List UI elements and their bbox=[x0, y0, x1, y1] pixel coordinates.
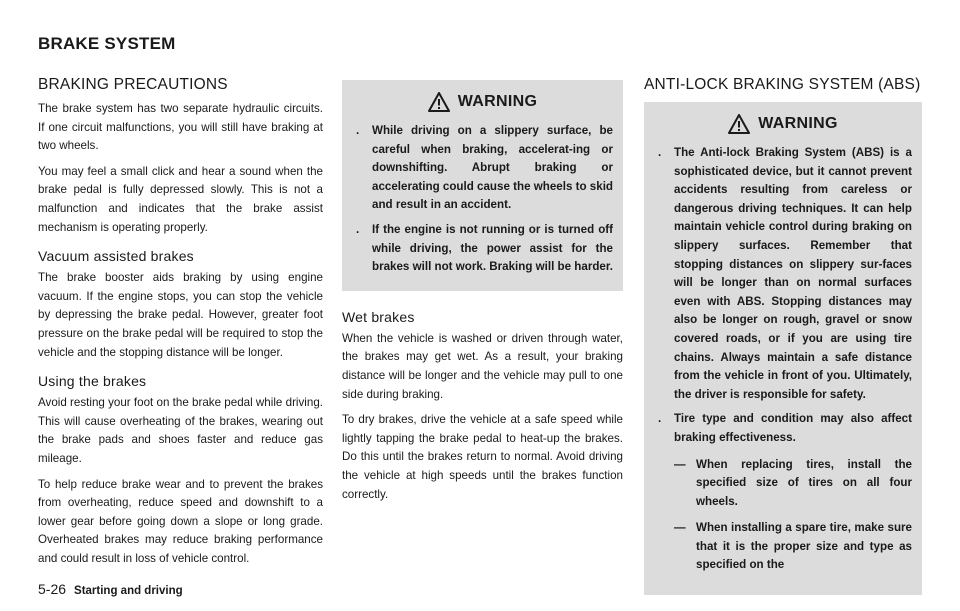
warning-item bbox=[654, 410, 912, 447]
warning-box bbox=[342, 80, 623, 291]
warning-subtext: When installing a spare tire, make sure that it is the proper size and type as specified on the bbox=[696, 521, 912, 572]
heading-abs: ANTI-LOCK BRAKING SYSTEM (ABS) bbox=[644, 76, 921, 93]
section-title: BRAKE SYSTEM bbox=[38, 34, 176, 53]
bullet: . bbox=[356, 222, 360, 236]
subheading-wet-brakes: Wet brakes bbox=[342, 308, 415, 325]
paragraph: You may feel a small click and hear a sound when the brake pedal is fully depressed slowly. This is not a malfunction and indicates that the brake assist mechanism is operating properly. bbox=[38, 164, 323, 234]
bullet: . bbox=[356, 124, 360, 137]
bullet: . bbox=[658, 146, 662, 159]
column-abs bbox=[644, 76, 922, 595]
chapter-label: Starting and driving bbox=[74, 585, 183, 597]
paragraph: The brake system has two separate hydraulic circuits. If one circuit malfunctions, you will still have braking at two wheels. bbox=[38, 102, 323, 153]
warning-item bbox=[352, 221, 613, 277]
warning-box bbox=[644, 102, 922, 595]
warning-triangle-icon bbox=[728, 114, 750, 134]
column-warning-wet-brakes bbox=[342, 80, 623, 511]
bullet: . bbox=[658, 412, 662, 426]
warning-sub-item bbox=[674, 456, 912, 512]
paragraph: To dry brakes, drive the vehicle at a safe speed while lightly tapping the brake pedal to heat-up the brakes. Do this until the brakes return to normal. Avoid driving the vehicle at high speeds until the brakes function correctly. bbox=[342, 413, 623, 501]
subheading-using-the-brakes: Using the brakes bbox=[38, 373, 147, 390]
page-footer bbox=[38, 581, 183, 597]
paragraph: To help reduce brake wear and to prevent the brakes from overheating, reduce speed and downshift to a lower gear before going down a slope or long grade. Overheated brakes may reduce braking performance and could result in loss of vehicle control. bbox=[38, 477, 323, 565]
page-number: 5-26 bbox=[38, 581, 67, 597]
warning-header bbox=[352, 92, 613, 112]
warning-title: WARNING bbox=[457, 93, 538, 110]
warning-text: While driving on a slippery surface, be careful when braking, accelerat-ing or downshifting. Abrupt braking or accelerating could cause the wheels to skid and result in an accident. bbox=[372, 124, 613, 212]
warning-header bbox=[654, 114, 912, 134]
paragraph: The brake booster aids braking by using engine vacuum. If the engine stops, you can stop the vehicle by depressing the brake pedal. However, greater foot pressure on the brake pedal will be required to stop the vehicle and the stopping distance will be longer. bbox=[38, 271, 323, 359]
dash: — bbox=[674, 457, 686, 471]
warning-text: If the engine is not running or is turned off while driving, the power assist for the brakes will not work. Braking will be harder. bbox=[372, 222, 613, 274]
dash: — bbox=[674, 521, 686, 535]
warning-text: Tire type and condition may also affect braking effectiveness. bbox=[674, 412, 912, 444]
paragraph: When the vehicle is washed or driven through water, the brakes may get wet. As a result, your braking distance will be longer and the vehicle may pull to one side during braking. bbox=[342, 331, 623, 401]
warning-text: The Anti-lock Braking System (ABS) is a sophisticated device, but it cannot prevent accidents resulting from careless or dangerous driving techniques. It can help maintain vehicle control during braking on slippery surfaces. Remember that stopping distances on slippery sur-faces will be longer than on normal surfaces even with ABS. Stopping distances may also be longer on rough, gravel or snow covered roads, or if you are using tire chains. Always maintain a safe distance from the vehicle in front of you. Ultimately, the driver is responsible for safety. bbox=[674, 146, 912, 401]
warning-subtext: When replacing tires, install the specified size of tires on all four wheels. bbox=[696, 457, 912, 508]
warning-sub-item bbox=[674, 519, 912, 575]
warning-item bbox=[654, 144, 912, 404]
warning-item bbox=[352, 122, 613, 215]
column-braking-precautions bbox=[38, 76, 323, 575]
paragraph: Avoid resting your foot on the brake pedal while driving. This will cause overheating of the brakes, wearing out the brake pads and shoes faster and reduce gas mileage. bbox=[38, 396, 323, 465]
heading-braking-precautions: BRAKING PRECAUTIONS bbox=[38, 76, 228, 93]
warning-triangle-icon bbox=[428, 92, 450, 112]
subheading-vacuum-assisted-brakes: Vacuum assisted brakes bbox=[38, 248, 194, 265]
warning-title: WARNING bbox=[758, 115, 838, 132]
